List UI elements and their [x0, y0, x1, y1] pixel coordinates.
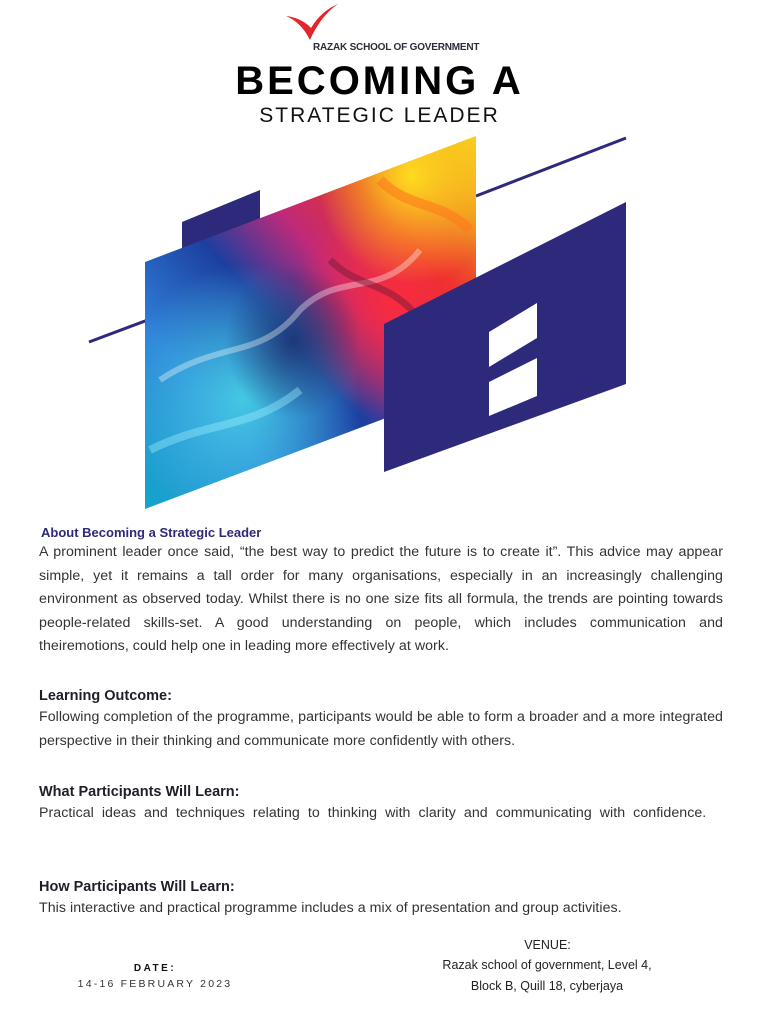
- how-learn-body: This interactive and practical programme includes a mix of presentation and group activities.: [39, 900, 622, 916]
- page-title: BECOMING A: [235, 59, 524, 103]
- about-heading: About Becoming a Strategic Leader: [41, 525, 262, 540]
- what-learn-heading: What Participants Will Learn:: [39, 784, 240, 800]
- red-swoosh-logo-icon: [282, 2, 342, 44]
- learning-outcome-section: [39, 686, 723, 753]
- learning-outcome-body: Following completion of the programme, participants would be able to form a broader and a more integrated perspective in their thinking and communicate more confidently with others.: [39, 709, 723, 749]
- what-learn-section: [39, 782, 723, 826]
- learning-outcome-heading: Learning Outcome:: [39, 688, 172, 704]
- date-label: DATE:: [133, 963, 177, 974]
- page-subtitle: STRATEGIC LEADER: [259, 104, 500, 127]
- what-learn-body: Practical ideas and techniques relating to thinking with clarity and communicating with confidence.: [39, 805, 707, 821]
- about-section: [39, 525, 723, 659]
- venue-label: VENUE:: [524, 938, 571, 952]
- hero-graphic: [0, 130, 759, 515]
- date-value: 14-16 FEBRUARY 2023: [77, 978, 233, 990]
- how-learn-section: [39, 877, 723, 921]
- about-body: A prominent leader once said, “the best way to predict the future is to create it”. This advice may appear simple, yet it remains a tall order for many organisations, especially in an increasingly challenging environment as observed today. Whilst there is no one size fits all formula, the trends are pointing towards people-related skills-set. A good understanding on people, which includes communication and theiremotions, could help one in leading more effectively at work.: [39, 544, 723, 655]
- how-learn-heading: How Participants Will Learn:: [39, 879, 235, 895]
- venue-value: Razak school of government, Level 4, Block B, Quill 18, cyberjaya: [442, 958, 652, 993]
- org-name: RAZAK SCHOOL OF GOVERNMENT: [313, 42, 480, 53]
